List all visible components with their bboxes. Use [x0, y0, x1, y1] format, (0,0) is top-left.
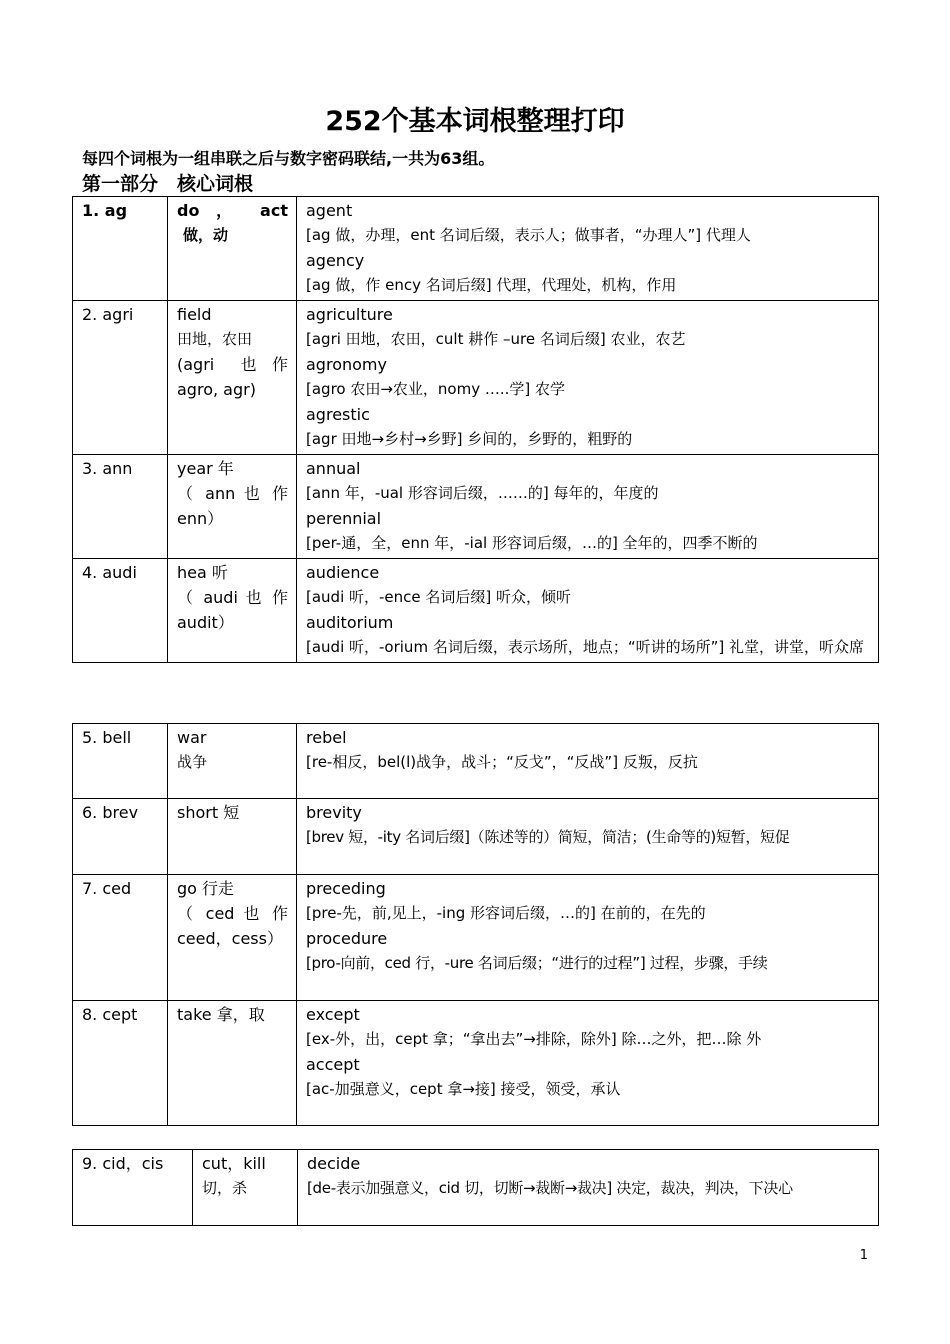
root-label: 1. ag	[82, 201, 128, 220]
example-explanation: [re-相反，bel(l)战争，战斗；“反戈”，“反战”] 反叛，反抗	[306, 753, 698, 771]
example-explanation: [pro-向前，ced 行，-ure 名词后缀；“进行的过程”] 过程，步骤，手续	[306, 954, 768, 972]
root-label: 2. agri	[82, 305, 134, 324]
meaning-cell	[168, 301, 297, 455]
root-label: 8. cept	[82, 1005, 138, 1024]
table-row	[73, 559, 879, 663]
meaning-line: short 短	[177, 803, 240, 822]
table-row	[73, 197, 879, 301]
meaning-line: 田地，农田	[177, 330, 253, 348]
meaning-line: go 行走	[177, 879, 235, 898]
example-explanation: [ann 年，-ual 形容词后缀，……的] 每年的，年度的	[306, 484, 659, 502]
meaning-cell	[168, 799, 297, 875]
example-explanation: [ac-加强意义，cept 拿→接] 接受，领受，承认	[306, 1080, 621, 1098]
table-row	[73, 1001, 879, 1126]
root-cell	[73, 301, 168, 455]
meaning-line: hea 听	[177, 563, 228, 582]
meaning-line: audit）	[177, 613, 234, 632]
example-word: except	[306, 1005, 360, 1024]
examples-cell	[297, 875, 879, 1001]
root-cell	[73, 197, 168, 301]
example-word: auditorium	[306, 613, 394, 632]
meaning-line: （ ann 也 作	[177, 484, 288, 503]
root-cell	[73, 799, 168, 875]
examples-cell	[297, 799, 879, 875]
document-subtitle: 每四个词根为一组串联之后与数字密码联结,一共为63组。	[82, 149, 495, 168]
root-cell	[73, 724, 168, 799]
examples-cell	[298, 1150, 879, 1226]
meaning-line: agro, agr)	[177, 380, 256, 399]
meaning-line: ceed，cess）	[177, 929, 283, 948]
section-heading: 第一部分 核心词根	[82, 173, 254, 195]
meaning-cell	[193, 1150, 298, 1226]
root-label: 6. brev	[82, 803, 139, 822]
table-row	[73, 455, 879, 559]
root-label: 5. bell	[82, 728, 132, 747]
meaning-cell	[168, 559, 297, 663]
meaning-cell	[168, 455, 297, 559]
example-explanation: [agr 田地→乡村→乡野] 乡间的，乡野的，粗野的	[306, 430, 633, 448]
examples-cell	[297, 455, 879, 559]
examples-cell	[297, 301, 879, 455]
root-label: 3. ann	[82, 459, 133, 478]
table-row	[73, 799, 879, 875]
meaning-cell	[168, 875, 297, 1001]
document-title: 252个基本词根整理打印	[325, 106, 625, 137]
meaning-cell	[168, 1001, 297, 1126]
meaning-cell	[168, 724, 297, 799]
table-row	[73, 301, 879, 455]
example-explanation: [pre-先，前,见上，-ing 形容词后缀，…的] 在前的，在先的	[306, 904, 706, 922]
example-word: agrestic	[306, 405, 370, 424]
example-word: accept	[306, 1055, 360, 1074]
example-word: agriculture	[306, 305, 393, 324]
meaning-line: cut，kill	[202, 1154, 266, 1173]
example-word: decide	[307, 1154, 361, 1173]
meaning-cell	[168, 197, 297, 301]
root-table-3	[72, 1149, 879, 1226]
example-explanation: [audi 听，-orium 名词后缀，表示场所，地点；“听讲的场所”] 礼堂，讲堂，听众席	[306, 638, 864, 656]
meaning-line: 战争	[177, 753, 208, 771]
table-row	[73, 1150, 879, 1226]
meaning-line: do ， act	[177, 201, 288, 220]
root-cell	[73, 455, 168, 559]
root-label: 7. ced	[82, 879, 132, 898]
example-word: agency	[306, 251, 365, 270]
examples-cell	[297, 724, 879, 799]
examples-cell	[297, 559, 879, 663]
example-word: rebel	[306, 728, 347, 747]
meaning-line: enn）	[177, 509, 224, 528]
meaning-line: （ audi 也 作	[177, 588, 288, 607]
meaning-line: field	[177, 305, 212, 324]
root-cell	[73, 875, 168, 1001]
table-row	[73, 724, 879, 799]
examples-cell	[297, 1001, 879, 1126]
example-explanation: [ag 做，办理，ent 名词后缀，表示人；做事者，“办理人”] 代理人	[306, 226, 751, 244]
root-table-1	[72, 196, 879, 663]
root-cell	[73, 1001, 168, 1126]
root-label: 9. cid，cis	[82, 1154, 164, 1173]
root-table-2	[72, 723, 879, 1126]
example-word: perennial	[306, 509, 382, 528]
table-row	[73, 875, 879, 1001]
example-explanation: [per-通，全，enn 年，-ial 形容词后缀，…的] 全年的，四季不断的	[306, 534, 758, 552]
page-number: 1	[859, 1248, 868, 1263]
meaning-line: （ ced 也 作	[177, 904, 288, 923]
example-word: procedure	[306, 929, 388, 948]
example-explanation: [brev 短，-ity 名词后缀]（陈述等的）简短，简洁；(生命等的)短暂，短促	[306, 828, 790, 846]
example-explanation: [agro 农田→农业，nomy …..学] 农学	[306, 380, 566, 398]
example-explanation: [audi 听，-ence 名词后缀] 听众，倾听	[306, 588, 572, 606]
example-word: agent	[306, 201, 353, 220]
example-word: audience	[306, 563, 380, 582]
root-cell	[73, 559, 168, 663]
meaning-line: 做，动	[183, 226, 229, 244]
example-explanation: [de-表示加强意义，cid 切，切断→裁断→裁决] 决定，裁决，判决，下决心	[307, 1179, 793, 1197]
root-label: 4. audi	[82, 563, 137, 582]
meaning-line: war	[177, 728, 207, 747]
example-explanation: [ag 做，作 ency 名词后缀] 代理，代理处，机构，作用	[306, 276, 677, 294]
example-explanation: [ex-外，出，cept 拿；“拿出去”→排除，除外] 除…之外，把…除 外	[306, 1030, 762, 1048]
meaning-line: take 拿，取	[177, 1005, 265, 1024]
example-word: agronomy	[306, 355, 387, 374]
example-word: preceding	[306, 879, 386, 898]
root-cell	[73, 1150, 193, 1226]
example-word: brevity	[306, 803, 362, 822]
meaning-line: (agri 也 作	[177, 355, 288, 374]
meaning-line: year 年	[177, 459, 234, 478]
example-word: annual	[306, 459, 361, 478]
example-explanation: [agri 田地，农田，cult 耕作 –ure 名词后缀] 农业，农艺	[306, 330, 686, 348]
meaning-line: 切，杀	[202, 1179, 248, 1197]
examples-cell	[297, 197, 879, 301]
